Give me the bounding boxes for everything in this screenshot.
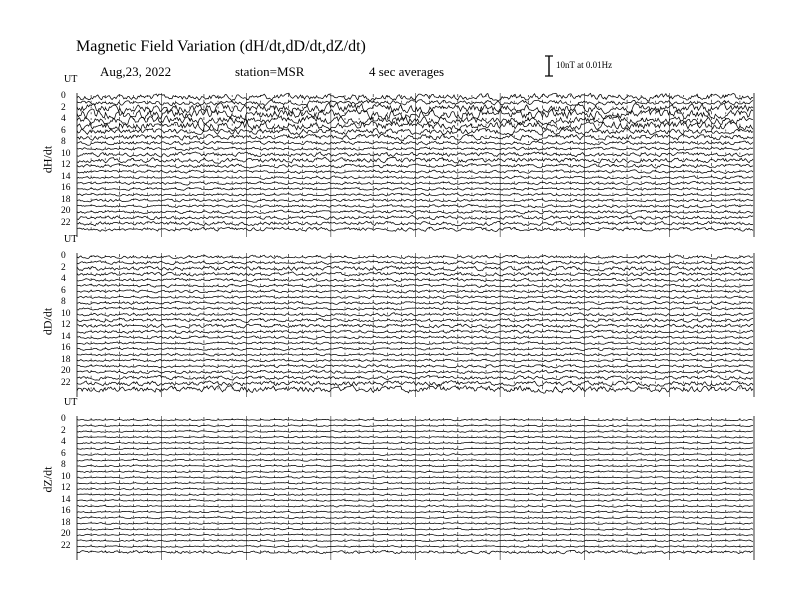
trace-dhdt-hour-17 — [77, 193, 753, 196]
trace-dhdt-hour-23 — [77, 227, 753, 231]
trace-dddt-hour-18 — [77, 359, 753, 362]
hour-tick-label: 6 — [61, 125, 66, 136]
trace-dhdt-hour-21 — [77, 216, 753, 220]
trace-dzdt-hour-20 — [77, 534, 753, 536]
trace-dddt-hour-19 — [77, 365, 753, 368]
trace-dzdt-hour-12 — [77, 488, 753, 490]
trace-dzdt-hour-22 — [77, 546, 753, 548]
trace-dddt-hour-7 — [77, 296, 753, 299]
hour-tick-label: 18 — [61, 354, 71, 365]
trace-dddt-hour-9 — [77, 307, 753, 310]
trace-dzdt-hour-8 — [77, 465, 753, 467]
trace-dzdt-hour-19 — [77, 528, 753, 530]
hour-tick-label: 18 — [61, 517, 71, 528]
hour-tick-label: 0 — [61, 251, 66, 261]
trace-dddt-hour-5 — [77, 284, 753, 287]
hour-tick-label: 22 — [61, 540, 71, 551]
hour-tick-label: 14 — [61, 331, 71, 342]
trace-dzdt-hour-1 — [77, 425, 753, 427]
trace-dhdt-hour-14 — [77, 176, 753, 180]
trace-dzdt-hour-15 — [77, 505, 753, 507]
trace-dhdt-hour-15 — [77, 181, 753, 185]
hour-tick-label: 16 — [61, 343, 71, 353]
hour-tick-label: 22 — [61, 217, 71, 228]
trace-dzdt-hour-16 — [77, 511, 753, 513]
trace-dzdt-hour-7 — [77, 459, 753, 461]
chart-title: Magnetic Field Variation (dH/dt,dD/dt,dZ/dt) — [76, 38, 366, 55]
trace-dhdt-hour-22 — [77, 221, 753, 225]
trace-dhdt-hour-8 — [77, 141, 753, 145]
trace-dhdt-hour-0 — [77, 93, 753, 101]
trace-dhdt-hour-5 — [77, 121, 753, 131]
hour-tick-label: 4 — [61, 114, 66, 124]
hour-tick-label: 20 — [61, 366, 71, 376]
trace-dddt-hour-23 — [77, 385, 753, 393]
hour-tick-label: 14 — [61, 494, 71, 505]
trace-dzdt-hour-6 — [77, 454, 753, 456]
trace-dzdt-hour-0 — [77, 419, 753, 421]
station-label: station=MSR — [235, 64, 305, 79]
trace-dddt-hour-22 — [77, 381, 753, 387]
ut-axis-label: UT — [64, 397, 78, 408]
hour-tick-label: 8 — [61, 460, 66, 470]
trace-dzdt-hour-10 — [77, 477, 753, 479]
trace-dhdt-hour-1 — [77, 100, 753, 106]
trace-dzdt-hour-2 — [77, 431, 753, 433]
hour-tick-label: 10 — [61, 471, 71, 482]
trace-dhdt-hour-11 — [77, 157, 753, 163]
trace-dhdt-hour-7 — [77, 134, 753, 141]
trace-dhdt-hour-6 — [77, 128, 753, 135]
hour-tick-label: 22 — [61, 377, 71, 388]
hour-tick-label: 12 — [61, 160, 71, 170]
trace-dzdt-hour-4 — [77, 442, 753, 444]
trace-dhdt-hour-18 — [77, 199, 753, 202]
hour-tick-label: 14 — [61, 171, 71, 182]
hour-tick-label: 20 — [61, 206, 71, 216]
hour-tick-label: 20 — [61, 529, 71, 539]
panel-label-dddt: dD/dt — [40, 307, 55, 336]
trace-dddt-hour-1 — [77, 261, 753, 265]
panel-label-dzdt: dZ/dt — [40, 466, 55, 493]
trace-dddt-hour-4 — [77, 278, 753, 282]
trace-dddt-hour-10 — [77, 313, 753, 317]
trace-dzdt-hour-5 — [77, 448, 753, 450]
hour-tick-label: 12 — [61, 320, 71, 330]
trace-dddt-hour-16 — [77, 348, 753, 351]
trace-dddt-hour-6 — [77, 290, 753, 293]
hour-tick-label: 2 — [61, 425, 66, 436]
trace-dddt-hour-0 — [77, 255, 753, 259]
trace-dhdt-hour-20 — [77, 210, 753, 214]
trace-dzdt-hour-13 — [77, 494, 753, 496]
trace-dzdt-hour-17 — [77, 517, 753, 519]
trace-dddt-hour-14 — [77, 336, 753, 339]
trace-dddt-hour-8 — [77, 301, 753, 304]
trace-dddt-hour-20 — [77, 370, 753, 374]
hour-tick-label: 16 — [61, 506, 71, 516]
trace-dzdt-hour-21 — [77, 540, 753, 542]
trace-dddt-hour-15 — [77, 342, 753, 345]
hour-tick-label: 8 — [61, 137, 66, 147]
date-label: Aug,23, 2022 — [100, 64, 172, 79]
trace-dddt-hour-21 — [77, 375, 753, 380]
trace-dhdt-hour-19 — [77, 205, 753, 208]
hour-tick-label: 6 — [61, 285, 66, 296]
hour-tick-label: 6 — [61, 448, 66, 459]
trace-dhdt-hour-10 — [77, 152, 753, 157]
hour-tick-label: 2 — [61, 102, 66, 113]
hour-tick-label: 0 — [61, 91, 66, 101]
trace-dzdt-hour-9 — [77, 471, 753, 473]
scale-bar-label: 10nT at 0.01Hz — [556, 60, 613, 70]
trace-dddt-hour-17 — [77, 353, 753, 356]
trace-dhdt-hour-16 — [77, 188, 753, 191]
hour-tick-label: 12 — [61, 483, 71, 493]
panel-label-dhdt: dH/dt — [40, 145, 55, 174]
hour-tick-label: 18 — [61, 194, 71, 205]
trace-dzdt-hour-3 — [77, 436, 753, 438]
hour-tick-label: 16 — [61, 183, 71, 193]
trace-dddt-hour-2 — [77, 266, 753, 271]
hour-tick-label: 0 — [61, 414, 66, 424]
trace-dzdt-hour-11 — [77, 482, 753, 484]
trace-dhdt-hour-13 — [77, 170, 753, 174]
hour-tick-label: 4 — [61, 437, 66, 447]
trace-dddt-hour-12 — [77, 324, 753, 328]
trace-dddt-hour-13 — [77, 330, 753, 334]
hour-tick-label: 4 — [61, 274, 66, 284]
trace-dhdt-hour-4 — [77, 116, 753, 125]
hour-tick-label: 10 — [61, 148, 71, 159]
trace-dzdt-hour-14 — [77, 500, 753, 502]
trace-dhdt-hour-9 — [77, 147, 753, 151]
averaging-label: 4 sec averages — [369, 64, 445, 79]
trace-dhdt-hour-12 — [77, 164, 753, 169]
trace-dddt-hour-11 — [77, 318, 753, 322]
hour-tick-label: 8 — [61, 297, 66, 307]
ut-axis-label: UT — [64, 74, 78, 85]
hour-tick-label: 2 — [61, 262, 66, 273]
trace-dzdt-hour-18 — [77, 523, 753, 525]
ut-axis-label: UT — [64, 234, 78, 245]
trace-dddt-hour-3 — [77, 272, 753, 277]
trace-dzdt-hour-23 — [77, 550, 753, 554]
hour-tick-label: 10 — [61, 308, 71, 319]
